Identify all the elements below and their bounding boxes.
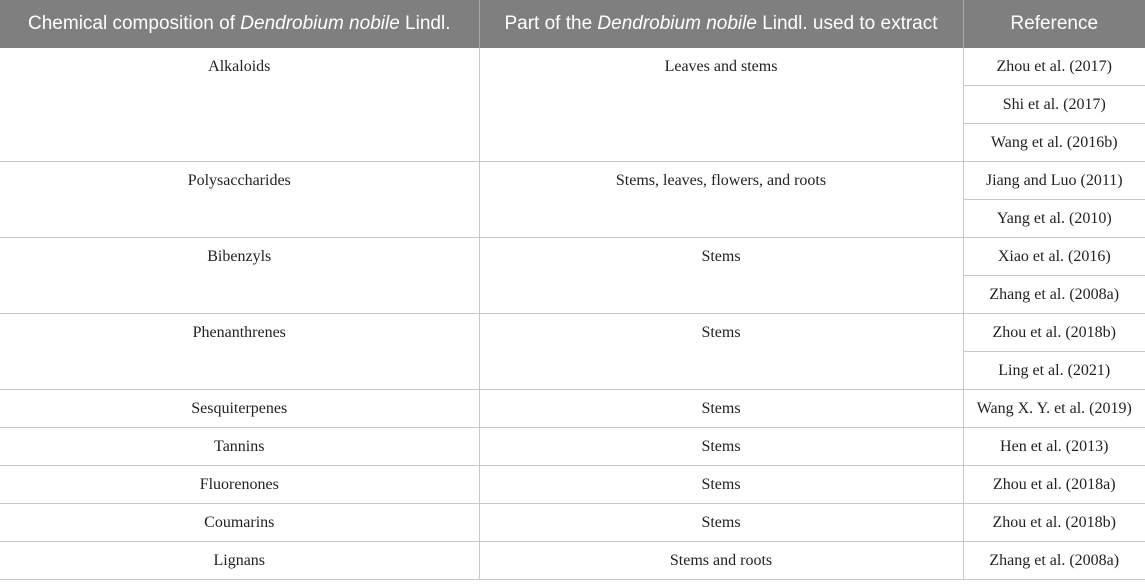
- part-used-cell: Stems and roots: [479, 542, 963, 580]
- reference-cell: Zhou et al. (2018a): [963, 466, 1145, 504]
- table-row: [0, 162, 1145, 200]
- reference-cell: Hen et al. (2013): [963, 428, 1145, 466]
- composition-cell: Tannins: [0, 428, 479, 466]
- reference-cell: Ling et al. (2021): [963, 352, 1145, 390]
- composition-cell: Bibenzyls: [0, 238, 479, 314]
- reference-cell: Shi et al. (2017): [963, 86, 1145, 124]
- part-used-cell: Leaves and stems: [479, 48, 963, 162]
- reference-cell: Zhou et al. (2017): [963, 48, 1145, 86]
- composition-cell: Coumarins: [0, 504, 479, 542]
- header-text: Lindl. used to extract: [756, 13, 938, 34]
- table-row: [0, 390, 1145, 428]
- table-row: [0, 48, 1145, 86]
- reference-cell: Jiang and Luo (2011): [963, 162, 1145, 200]
- table-header: [0, 0, 1145, 48]
- composition-cell: Fluorenones: [0, 466, 479, 504]
- part-used-cell: Stems: [479, 428, 963, 466]
- composition-cell: Alkaloids: [0, 48, 479, 162]
- reference-cell: Zhang et al. (2008a): [963, 542, 1145, 580]
- reference-cell: Xiao et al. (2016): [963, 238, 1145, 276]
- table-row: [0, 466, 1145, 504]
- part-used-cell: Stems: [479, 238, 963, 314]
- reference-cell: Wang et al. (2016b): [963, 124, 1145, 162]
- species-name: Dendrobium nobile: [597, 13, 757, 34]
- header-text: Lindl.: [399, 13, 451, 34]
- composition-cell: Polysaccharides: [0, 162, 479, 238]
- header-part-used: [479, 0, 963, 48]
- header-text: Chemical composition of: [28, 13, 241, 34]
- part-used-cell: Stems: [479, 314, 963, 390]
- reference-cell: Wang X. Y. et al. (2019): [963, 390, 1145, 428]
- header-text: Part of the: [504, 13, 598, 34]
- reference-cell: Zhang et al. (2008a): [963, 276, 1145, 314]
- table-row: [0, 314, 1145, 352]
- header-row: [0, 0, 1145, 48]
- part-used-cell: Stems: [479, 466, 963, 504]
- table-row: [0, 504, 1145, 542]
- reference-cell: Yang et al. (2010): [963, 200, 1145, 238]
- table-row: [0, 238, 1145, 276]
- composition-cell: Phenanthrenes: [0, 314, 479, 390]
- table-row: [0, 428, 1145, 466]
- part-used-cell: Stems: [479, 390, 963, 428]
- reference-cell: Zhou et al. (2018b): [963, 504, 1145, 542]
- species-name: Dendrobium nobile: [240, 13, 400, 34]
- part-used-cell: Stems: [479, 504, 963, 542]
- table-body: [0, 48, 1145, 580]
- composition-cell: Sesquiterpenes: [0, 390, 479, 428]
- composition-cell: Lignans: [0, 542, 479, 580]
- header-reference: Reference: [963, 0, 1145, 48]
- header-chemical-composition: [0, 0, 479, 48]
- table-row: [0, 542, 1145, 580]
- part-used-cell: Stems, leaves, flowers, and roots: [479, 162, 963, 238]
- reference-cell: Zhou et al. (2018b): [963, 314, 1145, 352]
